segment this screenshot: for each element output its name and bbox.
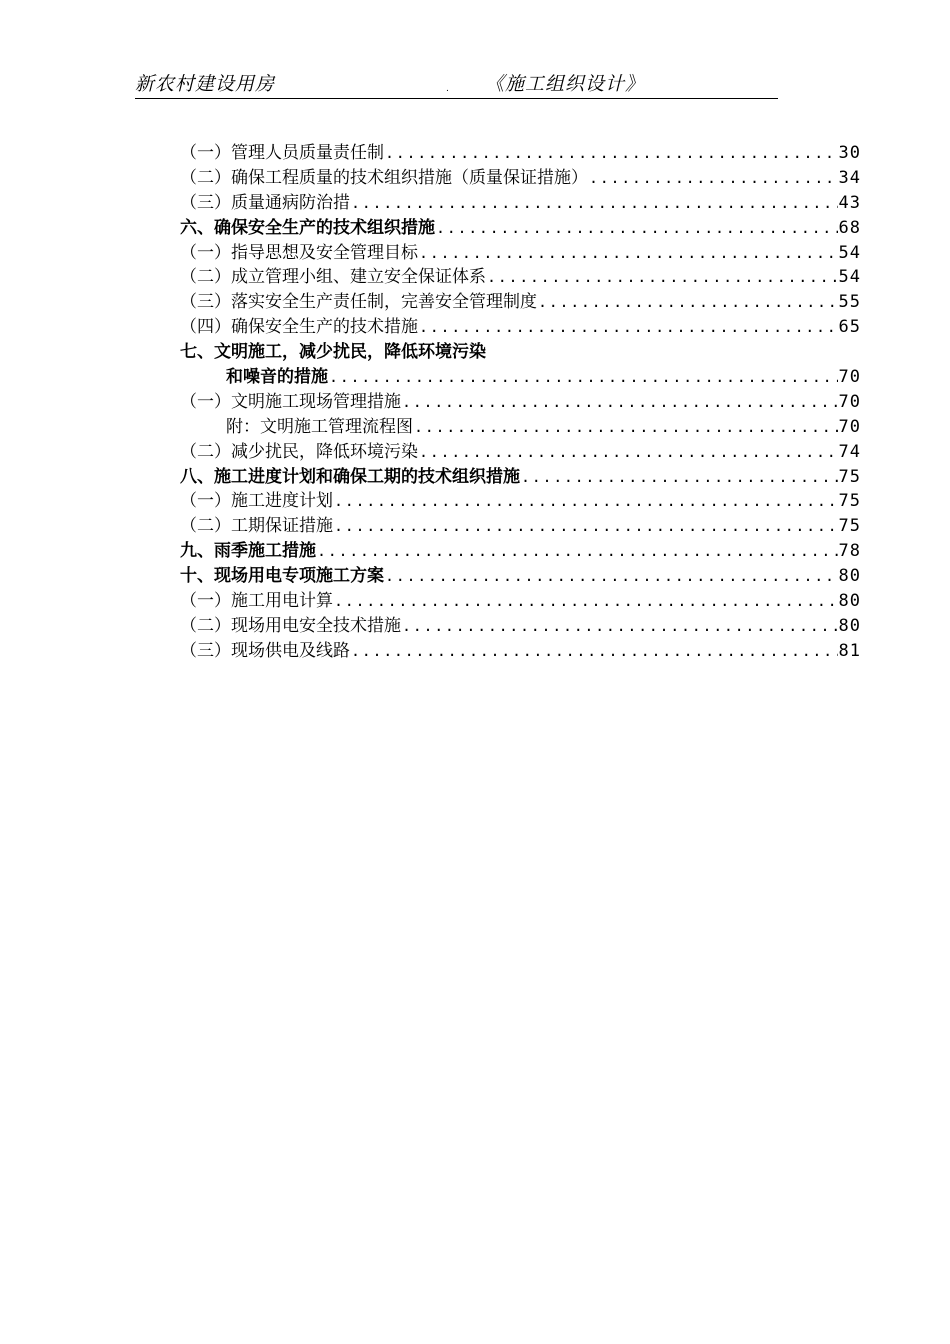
toc-dot-leader [317,542,838,560]
toc-entry-title: 附：文明施工管理流程图 [226,416,413,437]
toc-dot-leader [487,268,838,286]
toc-dot-leader [334,492,838,510]
toc-entry-title: （二）现场用电安全技术措施 [180,615,401,636]
toc-dot-leader [334,592,838,610]
toc-page-number: 80 [838,591,861,612]
toc-dot-leader [419,318,838,336]
document-title-left: 新农村建设用房 [135,73,276,95]
toc-page-number: 30 [838,143,861,163]
toc-entry[interactable] [180,437,861,462]
toc-page-number: 65 [838,317,861,338]
toc-appendix-entry[interactable] [180,412,861,437]
toc-entry[interactable] [180,486,861,511]
toc-page-number: 74 [838,441,861,462]
toc-entry-title: （二）减少扰民，降低环境污染 [180,441,418,462]
toc-page-number: 80 [838,615,861,636]
toc-entry-title: （一）施工用电计算 [180,591,333,612]
toc-section-title: 八、施工进度计划和确保工期的技术组织措施 [180,466,520,487]
toc-section-entry-continuation[interactable] [180,362,861,387]
toc-page-number: 34 [838,167,861,188]
toc-dot-leader [351,194,838,212]
toc-page-number: 55 [838,292,861,313]
toc-page-number: 70 [838,367,861,388]
toc-dot-leader [402,393,838,411]
toc-entry-title: （三）现场供电及线路 [180,640,350,661]
toc-section-title: 七、文明施工，减少扰民，降低环境污染 [180,342,486,363]
toc-page-number: 78 [838,541,861,562]
toc-entry[interactable] [180,138,861,163]
toc-dot-leader [329,368,838,386]
toc-section-title: 六、确保安全生产的技术组织措施 [180,217,435,238]
toc-entry[interactable] [180,163,861,188]
toc-dot-leader [414,418,838,436]
toc-entry-title: （一）指导思想及安全管理目标 [180,242,418,263]
toc-entry[interactable] [180,238,861,263]
toc-section-title: 十、现场用电专项施工方案 [180,566,384,587]
toc-entry[interactable] [180,312,861,337]
toc-page-number: 68 [838,217,861,238]
toc-page-number: 80 [838,566,861,587]
toc-entry[interactable] [180,611,861,636]
toc-section-title: 九、雨季施工措施 [180,541,316,562]
document-title-right: 《施工组织设计》 [485,73,646,95]
toc-entry[interactable] [180,387,861,412]
toc-entry-title: （一）施工进度计划 [180,491,333,512]
toc-entry[interactable] [180,287,861,312]
toc-entry[interactable] [180,188,861,213]
toc-dot-leader [521,468,838,486]
toc-page-number: 75 [838,516,861,537]
toc-page-number: 43 [838,192,861,213]
toc-dot-leader [402,617,838,635]
toc-entry[interactable] [180,262,861,287]
toc-dot-leader [419,244,838,262]
toc-entry-title: （四）确保安全生产的技术措施 [180,317,418,338]
toc-section-entry[interactable] [180,337,861,362]
toc-entry-title: （一）管理人员质量责任制 [180,143,384,163]
toc-entry-title: （二）工期保证措施 [180,516,333,537]
toc-entry[interactable] [180,511,861,536]
toc-page-number: 75 [838,491,861,512]
toc-page-number: 81 [838,640,861,661]
toc-page-number: 70 [838,416,861,437]
toc-entry[interactable] [180,586,861,611]
toc-section-entry[interactable] [180,462,861,487]
toc-dot-leader [351,642,838,660]
toc-entry-title: （三）质量通病防治措 [180,192,350,213]
toc-section-entry[interactable] [180,213,861,238]
toc-dot-leader [385,567,838,585]
toc-entry-title: （三）落实安全生产责任制，完善安全管理制度 [180,292,537,313]
toc-dot-leader [589,169,838,187]
toc-section-entry[interactable] [180,561,861,586]
toc-dot-leader [419,443,838,461]
header-separator: . [446,84,449,94]
toc-dot-leader [436,219,838,237]
toc-dot-leader [334,517,838,535]
page-header [135,68,778,99]
toc-entry-title: （一）文明施工现场管理措施 [180,391,401,412]
toc-dot-leader [538,293,838,311]
toc-section-entry[interactable] [180,536,861,561]
toc-entry-title: （二）成立管理小组、建立安全保证体系 [180,267,486,288]
table-of-contents [180,138,861,661]
toc-page-number: 75 [838,466,861,487]
toc-page-number: 54 [838,267,861,288]
toc-entry-title: （二）确保工程质量的技术组织措施（质量保证措施） [180,167,588,188]
toc-page-number: 70 [838,391,861,412]
toc-entry[interactable] [180,636,861,661]
toc-section-title: 和噪音的措施 [226,367,328,388]
toc-dot-leader [385,144,838,162]
toc-page-number: 54 [838,242,861,263]
